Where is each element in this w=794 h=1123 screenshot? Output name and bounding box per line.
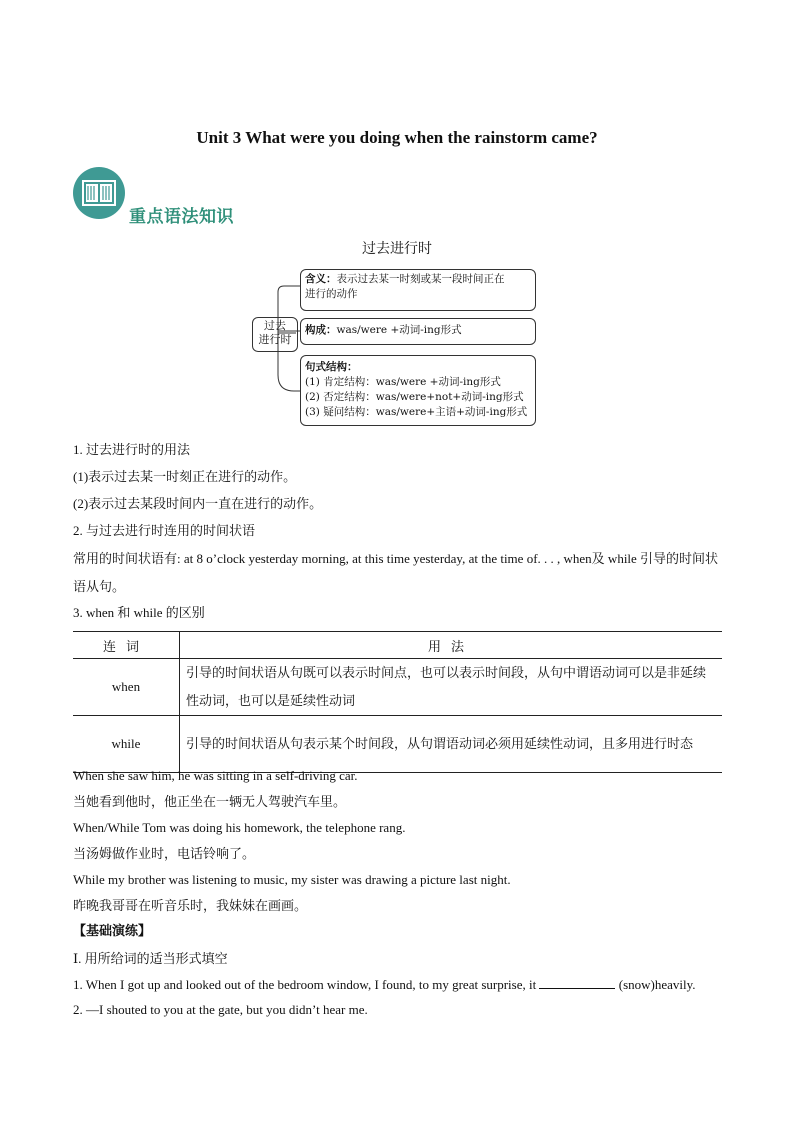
mindmap-heading: 过去进行时 (362, 241, 432, 257)
table-cell-usage: 引导的时间状语从句既可以表示时间点，也可以表示时间段，从句中谓语动词可以是非延续性动词，也可以是延续性动词 (180, 659, 723, 716)
question-1 (73, 976, 696, 994)
table-cell-usage: 引导的时间状语从句表示某个时间段，从句谓语动词必须用延续性动词，且多用进行时态 (180, 716, 723, 773)
s2-body: 常用的时间状语有: at 8 o’clock yesterday morning, at this time yesterday, at the time of. . . , when及 while 引导的时间状语从句。 (73, 551, 719, 594)
question-2: 2. —I shouted to you at the gate, but you didn’t hear me. (73, 1002, 368, 1017)
mindmap-box-structure (300, 318, 536, 345)
example-zh: 当她看到他时，他正坐在一辆无人驾驶汽车里。 (73, 794, 347, 809)
meaning-label: 含义： (305, 273, 337, 285)
answer-blank[interactable] (539, 976, 615, 989)
structure-label: 构成： (305, 324, 337, 336)
table-row (73, 659, 722, 716)
s1-item-a: (1)表示过去某一时刻正在进行的动作。 (73, 469, 297, 484)
table-header-word: 连词 (73, 632, 180, 659)
s1-item-b: (2)表示过去某段时间内一直在进行的动作。 (73, 496, 323, 511)
s2-heading: 2. 与过去进行时连用的时间状语 (73, 523, 256, 538)
mindmap-root (252, 317, 298, 352)
mindmap-box-sentence (300, 355, 536, 426)
table-cell-word: while (73, 716, 180, 773)
s3-heading: 3. when 和 while 的区别 (73, 605, 205, 620)
example-en: When/While Tom was doing his homework, the telephone rang. (73, 820, 406, 835)
table-row (73, 716, 722, 773)
example-zh: 昨晚我哥哥在听音乐时，我妹妹在画画。 (73, 898, 308, 913)
sentence-question: (3) 疑问结构：was/were+主语+动词-ing形式 (305, 406, 528, 418)
comparison-table (73, 631, 722, 773)
table-header-row (73, 632, 722, 659)
mindmap-root-line2: 进行时 (258, 333, 292, 346)
practice-part: Ⅰ. 用所给词的适当形式填空 (73, 951, 228, 966)
mindmap-box-meaning (300, 269, 536, 311)
question-1-hint: (snow)heavily. (618, 977, 696, 992)
meaning-text: 表示过去某一时刻或某一段时间正在 (336, 273, 505, 285)
practice-heading: 【基础演练】 (73, 924, 152, 939)
sentence-affirmative: (1) 肯定结构：was/were +动词-ing形式 (305, 376, 501, 388)
table-cell-word: when (73, 659, 180, 716)
question-1-text: 1. When I got up and looked out of the bedroom window, I found, to my great surprise, it (73, 977, 537, 992)
meaning-text-2: 进行的动作 (305, 288, 358, 300)
example-zh: 当汤姆做作业时，电话铃响了。 (73, 846, 256, 861)
example-en: When she saw him, he was sitting in a self-driving car. (73, 768, 358, 783)
sentence-negative: (2) 否定结构：was/were+not+动词-ing形式 (305, 391, 524, 403)
page-title: Unit 3 What were you doing when the rainstorm came? (196, 128, 598, 147)
table-header-usage: 用法 (180, 632, 723, 659)
section-title: 重点语法知识 (129, 207, 234, 227)
mindmap-root-line1: 过去 (264, 319, 286, 332)
structure-text: was/were +动词-ing形式 (336, 324, 462, 336)
sentence-label: 句式结构： (305, 361, 358, 373)
example-en: While my brother was listening to music, my sister was drawing a picture last night. (73, 872, 511, 887)
s1-heading: 1. 过去进行时的用法 (73, 442, 191, 457)
